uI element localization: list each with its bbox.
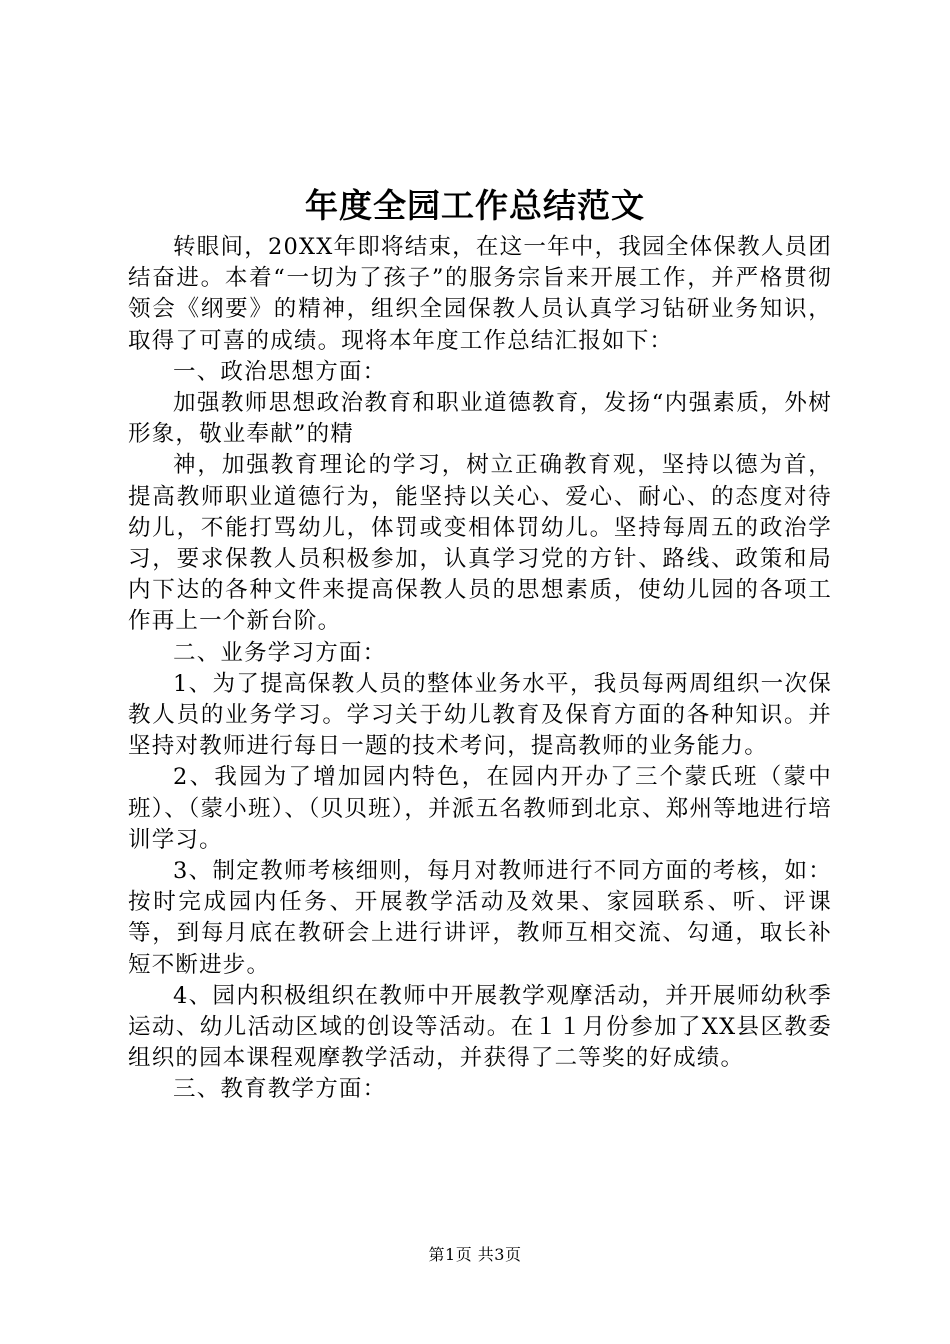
business-item-4: 4、园内积极组织在教师中开展教学观摩活动，并开展师幼秋季运动、幼儿活动区域的创设等活动。在１１月份参加了XX县区教委组织的园本课程观摩教学活动，并获得了二等奖的好成绩。	[128, 982, 832, 1072]
section-heading-teaching: 三、教育教学方面：	[173, 1076, 387, 1103]
business-item-2: 2、我园为了增加园内特色，在园内开办了三个蒙氏班（蒙中班）、（蒙小班）、（贝贝班），并派五名教师到北京、郑州等地进行培训学习。	[128, 764, 832, 853]
intro-paragraph: 转眼间，20XX年即将结束，在这一年中，我园全体保教人员团结奋进。本着“一切为了孩子”的服务宗旨来开展工作，并严格贯彻领会《纲要》的精神，组织全园保教人员认真学习钻研业务知识，取得了可喜的成绩。现将本年度工作总结汇报如下：	[128, 234, 832, 354]
section-heading-business-study: 二、业务学习方面：	[173, 639, 387, 666]
document-body	[128, 232, 832, 1106]
politics-paragraph-1: 加强教师思想政治教育和职业道德教育，发扬“内强素质，外树形象，敬业奉献”的精	[128, 390, 832, 448]
page-footer: 第1页 共3页	[428, 1245, 522, 1264]
document-title: 年度全园工作总结范文	[305, 186, 645, 225]
business-item-1: 1、为了提高保教人员的整体业务水平，我员每两周组织一次保教人员的业务学习。学习关于幼儿教育及保育方面的各种知识。并坚持对教师进行每日一题的技术考问，提高教师的业务能力。	[128, 670, 832, 760]
section-heading-politics: 一、政治思想方面：	[173, 358, 387, 385]
politics-paragraph-2: 神，加强教育理论的学习，树立正确教育观，坚持以德为首，提高教师职业道德行为，能坚持以关心、爱心、耐心、的态度对待幼儿，不能打骂幼儿，体罚或变相体罚幼儿。坚持每周五的政治学习，要求保教人员积极参加，认真学习党的方针、路线、政策和局内下达的各种文件来提高保教人员的思想素质，使幼儿园的各项工作再上一个新台阶。	[128, 452, 832, 635]
business-item-3: 3、制定教师考核细则，每月对教师进行不同方面的考核，如：按时完成园内任务、开展教学活动及效果、家园联系、听、评课等，到每月底在教研会上进行讲评，教师互相交流、勾通，取长补短不断进步。	[128, 858, 832, 978]
